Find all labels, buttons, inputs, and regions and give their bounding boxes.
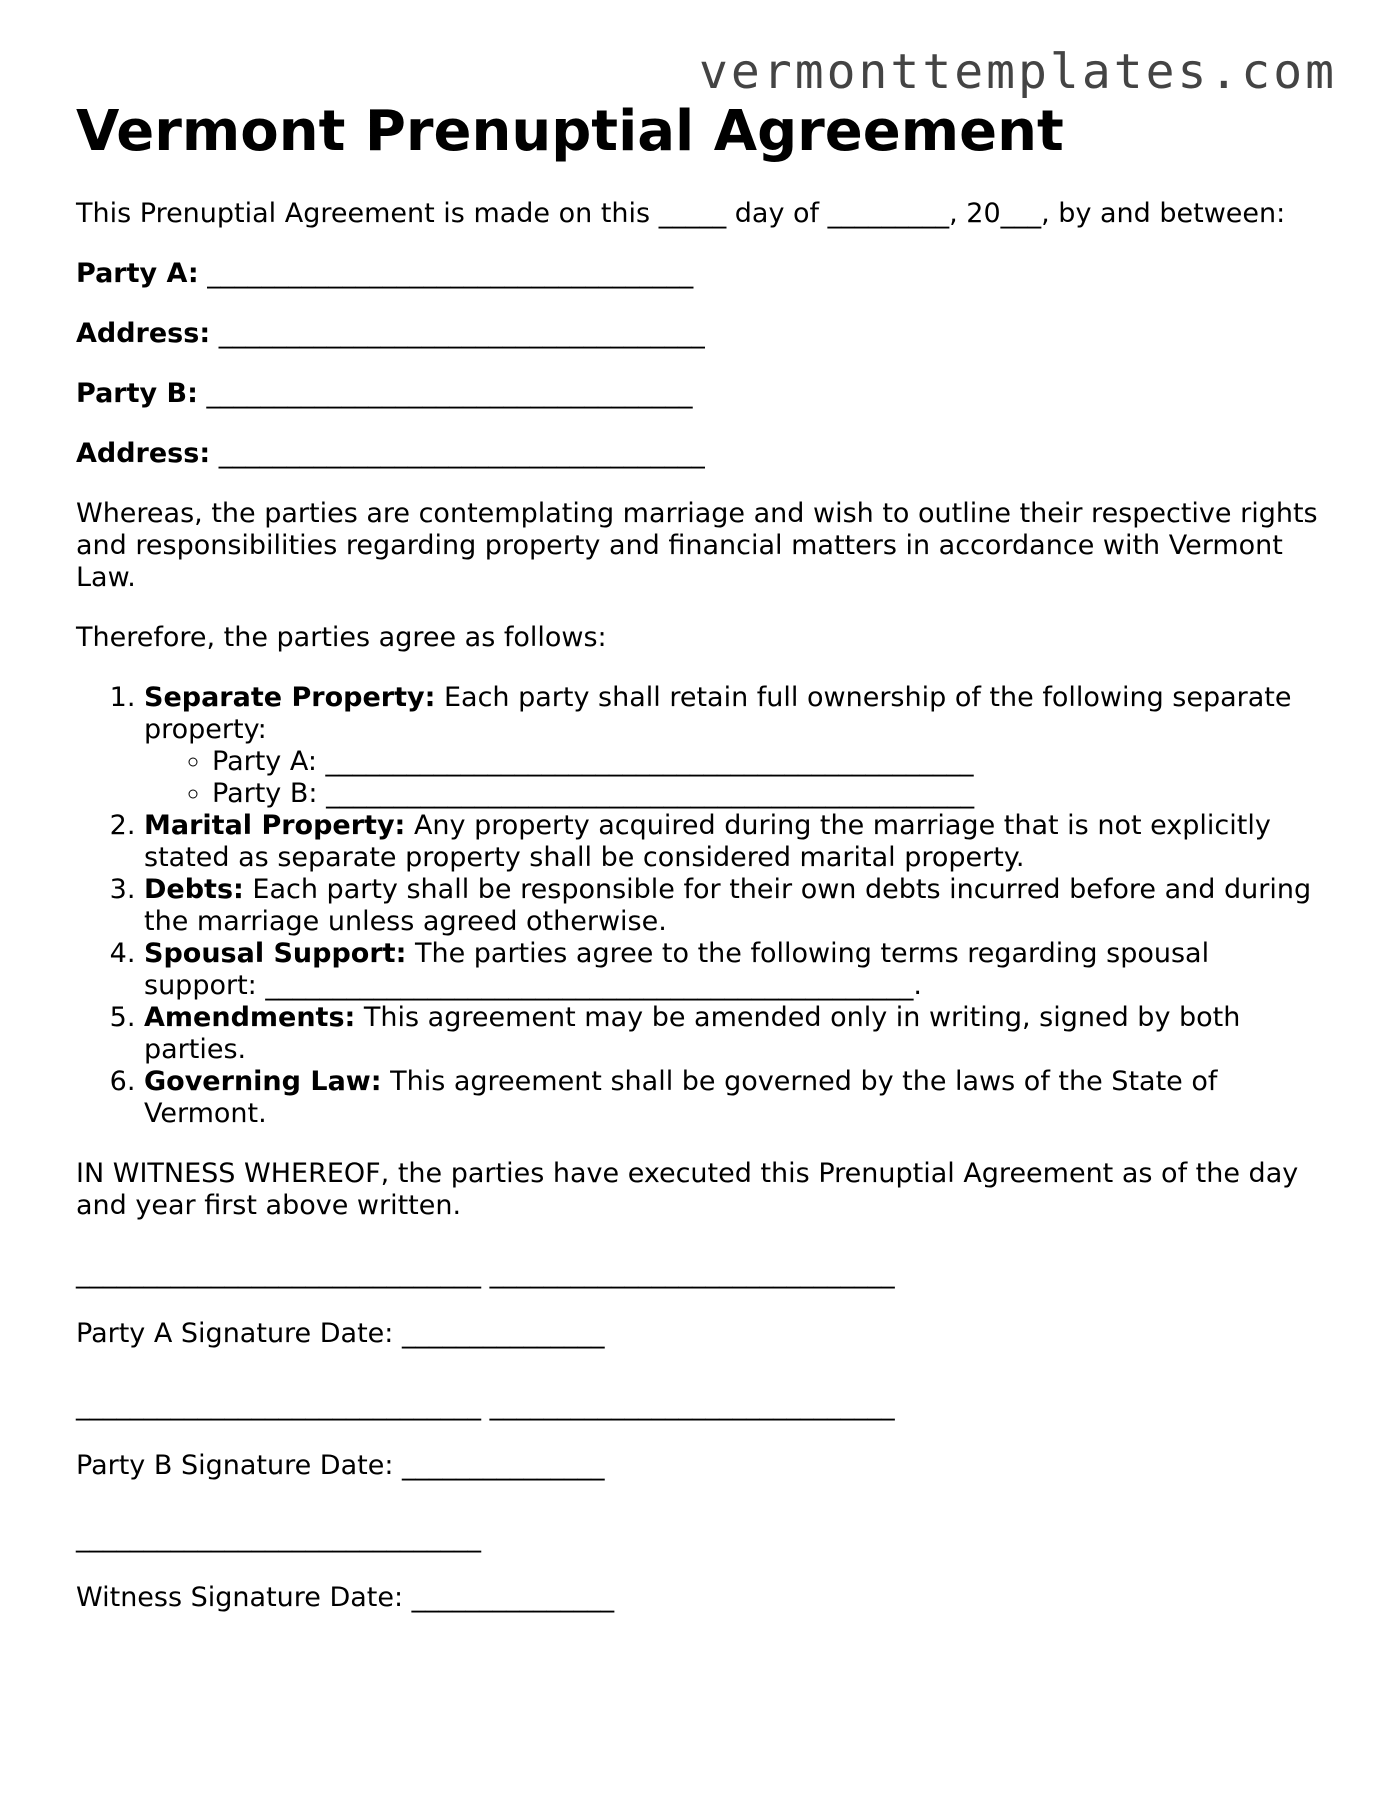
term-text: This agreement may be amended only in writing, signed by both parties.	[144, 1002, 1241, 1065]
watermark: vermonttemplates.com	[699, 44, 1337, 100]
term-heading: Debts:	[144, 874, 244, 905]
term-amendments	[144, 1002, 1326, 1066]
document-body	[76, 96, 1326, 1614]
address-a-field	[76, 318, 1326, 350]
separate-property-sublist	[144, 746, 1326, 810]
address-b-field	[76, 438, 1326, 470]
address-b-label: Address:	[76, 438, 211, 469]
term-heading: Marital Property:	[144, 810, 406, 841]
party-b-blank[interactable]: ____________________________________	[197, 378, 693, 409]
party-a-blank[interactable]: ____________________________________	[198, 258, 694, 289]
term-heading: Spousal Support:	[144, 938, 407, 969]
term-text[interactable]: The parties agree to the following terms regarding spousal support: ________________________________________________.	[144, 938, 1210, 1001]
party-b-field	[76, 378, 1326, 410]
term-heading: Governing Law:	[144, 1066, 382, 1097]
witness-clause: IN WITNESS WHEREOF, the parties have executed this Prenuptial Agreement as of the day and year first above written.	[76, 1158, 1307, 1221]
party-b-signature-label: Party B Signature Date: _______________	[76, 1450, 605, 1481]
term-spousal-support	[144, 938, 1326, 1002]
term-text: Each party shall be responsible for their own debts incurred before and during the marriage unless agreed otherwise.	[144, 874, 1312, 937]
witness-signature-label: Witness Signature Date: _______________	[76, 1582, 615, 1613]
term-heading: Separate Property:	[144, 682, 436, 713]
party-a-field	[76, 258, 1326, 290]
term-text: Any property acquired during the marriage that is not explicitly stated as separate property shall be considered marital property.	[144, 810, 1271, 873]
address-b-blank[interactable]: ____________________________________	[210, 438, 705, 469]
term-separate-property	[144, 682, 1326, 810]
address-a-blank[interactable]: ____________________________________	[210, 318, 705, 349]
party-a-signature-lines[interactable]: ______________________________ ______________________________	[76, 1258, 895, 1289]
term-heading: Amendments:	[144, 1002, 356, 1033]
term-debts	[144, 874, 1326, 938]
party-a-label: Party A:	[76, 258, 199, 289]
document-title: Vermont Prenuptial Agreement	[76, 99, 1064, 164]
term-text: This agreement shall be governed by the laws of the State of Vermont.	[144, 1066, 1218, 1129]
separate-property-party-b[interactable]: ◦ Party B: ________________________________________________	[212, 778, 1326, 810]
term-text: Each party shall retain full ownership of the following separate property:	[144, 682, 1292, 745]
term-marital-property	[144, 810, 1326, 874]
intro-paragraph: This Prenuptial Agreement is made on this _____ day of _________, 20___, by and between:	[76, 198, 1286, 229]
party-b-signature-lines[interactable]: ______________________________ ______________________________	[76, 1390, 895, 1421]
separate-property-party-a[interactable]: ◦ Party A: ________________________________________________	[212, 746, 1326, 778]
whereas-paragraph: Whereas, the parties are contemplating marriage and wish to outline their respective rights and responsibilities regarding property and financial matters in accordance with Vermont Law.	[76, 498, 1327, 593]
therefore-paragraph: Therefore, the parties agree as follows:	[76, 622, 607, 653]
party-b-label: Party B:	[76, 378, 198, 409]
term-governing-law	[144, 1066, 1326, 1130]
address-a-label: Address:	[76, 318, 211, 349]
party-a-signature-label: Party A Signature Date: _______________	[76, 1318, 605, 1349]
witness-signature-line[interactable]: ______________________________	[76, 1522, 481, 1553]
terms-list	[76, 682, 1326, 1130]
